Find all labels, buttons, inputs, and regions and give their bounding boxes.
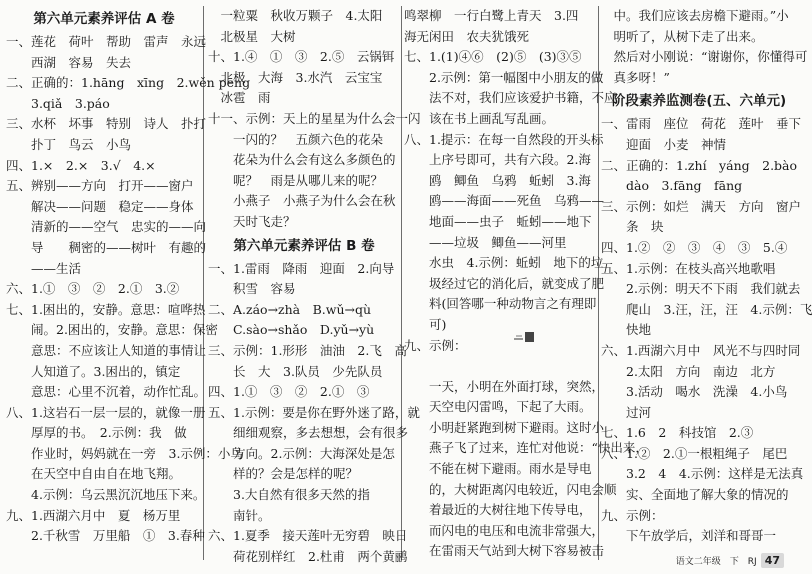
column-divider [401, 6, 402, 560]
answer-line: 燕子飞了过来，连忙对他说：“快出来， [404, 440, 648, 456]
answer-line: 呢？ 雨是从哪儿来的呢？ [208, 172, 384, 188]
answer-line: ——生活 [6, 260, 82, 276]
column-2 [208, 6, 421, 567]
answer-line: 六、1.① ③ ② 2.① 3.② [6, 281, 180, 297]
answer-line: 十、1.④ ① ③ 2.⑤ 云锅铒 [208, 49, 395, 65]
answer-lines [208, 6, 421, 233]
answer-line: 鸥 鲫鱼 乌鸦 蚯蚓 3.海 [404, 172, 591, 188]
answer-line: 鸥——海面——死鱼 乌鸦—— [404, 193, 605, 209]
answer-line: 2.太阳 方向 南边 北方 [601, 363, 776, 379]
answer-line: 九、1.西湖六月中 夏 杨万里 [6, 507, 181, 523]
answer-line: 十一、示例：天上的星星为什么会一闪 [208, 110, 421, 126]
answer-lines [601, 6, 808, 88]
answer-line: 一粒粟 秋收万颗子 4.太阳 [208, 8, 383, 23]
answer-line: 七、1.6 2 科技馆 2.③ [601, 425, 754, 441]
answer-line: 迎面 小麦 神情 [601, 136, 727, 152]
answer-line: 作业时，妈妈就在一旁 3.示例：小鸟 [6, 445, 243, 461]
answer-line: 料(回答哪一种动物言之有理即 [404, 296, 597, 312]
answer-line: 4.示例：乌云黑沉沉地压下来。 [6, 487, 206, 503]
answer-line: 人知道了。3.困出的，镇定 [6, 363, 181, 379]
answer-line: 冰雹 雨 [208, 90, 271, 106]
answer-line: 积雪 容易 [208, 281, 296, 297]
answer-line: 二、正确的：1.hāng xīng 2.wěn pēng [6, 75, 251, 91]
answer-line: 细细观察，多去想想，会有很多 [208, 425, 409, 441]
answer-line: 二、A.záo→zhà B.wǔ→qù [208, 301, 372, 317]
answer-line: 清新的——空气 忠实的——向 [6, 219, 207, 235]
answer-line: 爬山 3.汪，汪，汪 4.示例：飞 [601, 301, 812, 317]
answer-line: 三、示例：1.形形 油油 2.飞 高 [208, 342, 407, 358]
answer-line: 3.活动 喝水 洗澡 4.小鸟 [601, 384, 788, 400]
answer-line: 该在书上画乱写乱画。 [404, 110, 555, 126]
answer-line: 样的？会是怎样的呢？ [208, 466, 359, 482]
page-number: 47 [761, 553, 784, 568]
answer-line: 北极 大海 3.水汽 云宝宝 [208, 69, 383, 85]
answer-line: 长 大 3.队员 少先队员 [208, 363, 383, 379]
answer-line: 四、1.② ② ③ ④ ③ 5.④ [601, 239, 788, 255]
answer-line: 在雷雨天气站到大树下容易被击 [404, 543, 605, 559]
answer-line: 下午放学后，刘洋和哥哥一 [601, 528, 777, 544]
answer-line: 圾经过它的消化后，就变成了肥 [404, 275, 605, 291]
answer-line: 着最近的大树往地下传导电， [404, 502, 592, 518]
answer-lines [601, 114, 812, 546]
answer-line: 天时飞走？ [208, 213, 296, 229]
answer-line: 五、1.示例：要是你在野外迷了路，就 [208, 404, 420, 420]
section-title: 阶段素养监测卷(五、六单元) [611, 93, 787, 110]
answer-line: 快地 [601, 322, 652, 338]
answer-line: 一、1.雷雨 降雨 迎面 2.向导 [208, 260, 395, 276]
answer-line: 三、水杯 坏事 特别 诗人 扑打 [6, 116, 207, 132]
answer-line: 在天空中自由自在地飞翔。 [6, 466, 182, 482]
answer-line: 北极星 大树 [208, 28, 296, 44]
answer-line: 花朵为什么会有这么多颜色的 [208, 152, 396, 168]
answer-line: 3.2 4 4.示例：这样是无法真 [601, 466, 804, 482]
answer-line: 海无闲田 农夫犹饿死 [404, 28, 530, 44]
answer-line: 六、1.西湖六月中 风光不与四时同 [601, 342, 801, 358]
answer-line: 3.qiǎ 3.páo [6, 95, 110, 111]
answer-line: 五、辨别——方向 打开——窗户 [6, 178, 194, 194]
answer-line: 六、1.夏季 接天莲叶无穷碧 映日 [208, 528, 408, 544]
column-4 [601, 6, 812, 547]
answer-line: 鸣翠柳 一行白鹭上青天 3.四 [404, 8, 579, 23]
section-title: 第六单元素养评估 A 卷 [33, 11, 175, 27]
answer-line: 荷花别样红 2.杜甫 两个黄鹂 [208, 548, 408, 564]
answer-line: 过河 [601, 404, 652, 420]
answer-line: 导 稠密的——树叶 有趣的 [6, 239, 207, 255]
answer-line: 七、1.(1)④⑥ (2)⑤ (3)③⑤ [404, 49, 582, 65]
answer-line: 二、正确的：1.zhí yáng 2.bào [601, 157, 798, 173]
answer-line: 可) [404, 316, 447, 332]
answer-line: 意思：心里不沉着，动作忙乱。 [6, 384, 207, 400]
answer-line: 法不对，我们应该爱护书籍，不应 [404, 90, 617, 106]
answer-line: 一、莲花 荷叶 帮助 雷声 永远 [6, 34, 207, 49]
answer-line: 不能在树下避雨。雨水是导电 [404, 461, 592, 477]
answer-line: 然后对小刚说：“谢谢你，你懂得可 [601, 49, 808, 65]
answer-line: 中。我们应该去房檐下避雨。”小 [601, 8, 789, 23]
answer-line: 七、1.困出的，安静。意思：喧哗热 [6, 301, 206, 317]
answer-line: 地面——虫子 蚯蚓——地下 [404, 213, 592, 229]
answer-line: dào 3.fāng fāng [601, 178, 743, 194]
answer-line: 四、1.× 2.× 3.√ 4.× [6, 157, 156, 173]
answer-line: 闹。2.困出的，安静。意思：保密 [6, 322, 218, 338]
answer-line: 明听了，从树下走了出来。 [601, 28, 764, 44]
answer-line: 八、1.这岩石一层一层的，就像一册 [6, 404, 206, 420]
small-logo-icon [513, 331, 535, 343]
answer-line: 一天，小明在外面打球，突然， [404, 378, 605, 394]
answer-line: 四、1.① ③ ② 2.① ③ [208, 384, 370, 400]
answer-line: 2.千秋雪 万里船 ① 3.春种 [6, 528, 205, 544]
answer-line: 八、1.② 2.①一根粗绳子 尾巴 [601, 445, 788, 461]
answer-line: 方向。2.示例：大海深处是怎 [208, 445, 395, 461]
answer-line: 一、雷雨 座位 荷花 莲叶 垂下 [601, 116, 802, 132]
section-title: 第六单元素养评估 B 卷 [233, 237, 375, 254]
answer-line: 九、示例： [404, 337, 467, 353]
answer-line: 的，大树距离闪电较近，闪电会顺 [404, 481, 617, 497]
answer-line: 一闪的？ 五颜六色的花朵 [208, 131, 384, 147]
answer-line: 西湖 容易 失去 [6, 54, 132, 70]
answer-line: 小明赶紧跑到树下避雨。这时小 [404, 419, 605, 435]
answer-line: ——垃圾 鲫鱼——河里 [404, 234, 567, 250]
answer-line: 南针。 [208, 507, 271, 523]
answer-line: 小燕子 小燕子为什么会在秋 [208, 193, 396, 209]
answer-line: 3.大自然有很多天然的指 [208, 487, 370, 503]
answer-line: 而闪电的电压和电流非常强大， [404, 522, 605, 538]
answer-line: 天空电闪雷鸣，下起了大雨。 [404, 399, 592, 415]
answer-line: C.sào→shǎo D.yǔ→yù [208, 322, 375, 338]
footer-label: 语文二年级 下 RJ [675, 557, 757, 567]
answer-line: 九、示例： [601, 507, 664, 523]
answer-line: 水虫 4.示例：蚯蚓 地下的垃 [404, 255, 604, 271]
answer-line: 2.示例：明天不下雨 我们就去 [601, 281, 801, 297]
answer-line: 真多呀！” [601, 69, 670, 85]
answer-line [404, 356, 596, 377]
answer-line: 上序号即可，共有六段。2.海 [404, 152, 591, 168]
answer-line: 条 块 [601, 219, 664, 235]
answer-line: 八、1.提示：在每一自然段的开头标 [404, 131, 604, 147]
answer-line: 解决——问题 稳定——身体 [6, 198, 194, 214]
page-footer [676, 553, 784, 568]
answer-line: 厚厚的书。 2.示例：我 做 [6, 425, 187, 441]
answer-line: 五、1.示例：在枝头高兴地歌唱 [601, 260, 776, 276]
answer-lines [208, 259, 420, 568]
answer-line: 扑丁 鸟云 小鸟 [6, 136, 132, 152]
answer-line: 实、全面地了解大象的情况的 [601, 487, 789, 503]
answer-line: 意思：不应该让人知道的事情让 [6, 342, 207, 358]
answer-line: 2.示例：第一幅图中小朋友的做 [404, 69, 604, 85]
answer-line: 三、示例：如烂 满天 方向 窗户 [601, 198, 802, 214]
